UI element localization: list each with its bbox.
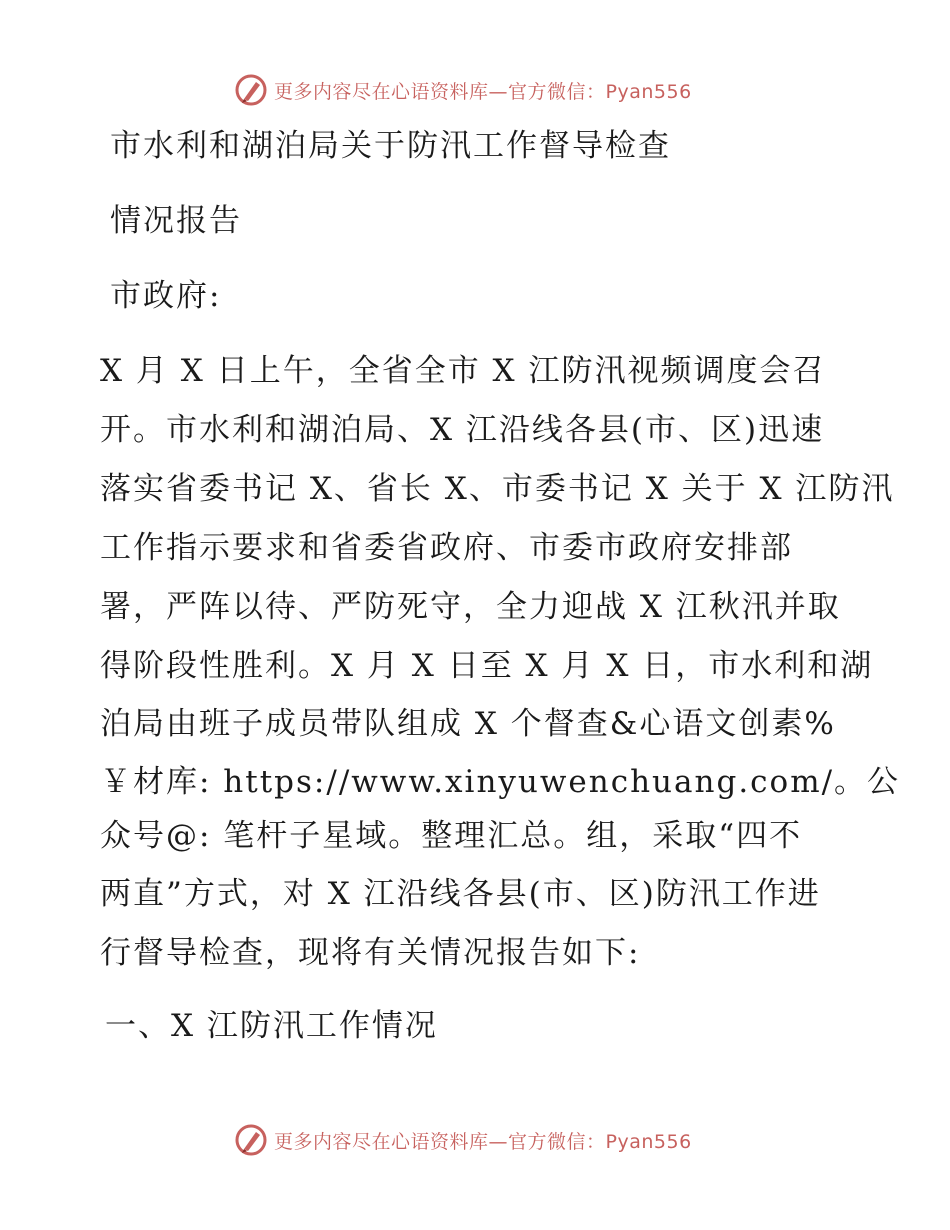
- document-title-line-2: 情况报告: [110, 203, 242, 239]
- watermark-text: 更多内容尽在心语资料库—官方微信：Pyan556: [274, 1130, 692, 1153]
- watermark-text: 更多内容尽在心语资料库—官方微信：Pyan556: [274, 80, 692, 103]
- paragraph-line: 工作指示要求和省委省政府、市委市政府安排部: [100, 530, 793, 566]
- paragraph-line: X 月 X 日上午，全省全市 X 江防汛视频调度会召: [100, 353, 826, 389]
- paragraph-line: 落实省委书记 X、省长 X、市委书记 X 关于 X 江防汛: [100, 471, 895, 507]
- paragraph-line: 署，严阵以待、严防死守，全力迎战 X 江秋汛并取: [100, 589, 841, 625]
- salutation: 市政府:: [110, 278, 222, 314]
- footer-watermark: [234, 1123, 692, 1157]
- paragraph-line: 众号@: 笔杆子星域。整理汇总。组，采取“四不: [100, 818, 803, 854]
- paragraph-line: 两直”方式，对 X 江沿线各县(市、区)防汛工作进: [100, 876, 821, 912]
- paragraph-line: 开。市水利和湖泊局、X 江沿线各县(市、区)迅速: [100, 412, 825, 448]
- section-heading: 一、X 江防汛工作情况: [105, 1008, 438, 1044]
- paragraph-line: ￥材库: https://www.xinyuwenchuang.com/。公: [100, 764, 901, 800]
- pen-logo-icon: [234, 73, 268, 107]
- paragraph-line: 泊局由班子成员带队组成 X 个督查&心语文创素%: [100, 706, 836, 742]
- pen-logo-icon: [234, 1123, 268, 1157]
- paragraph-line: 行督导检查，现将有关情况报告如下:: [100, 935, 641, 971]
- paragraph-line: 得阶段性胜利。X 月 X 日至 X 月 X 日，市水利和湖: [100, 648, 874, 684]
- document-title-line-1: 市水利和湖泊局关于防汛工作督导检查: [110, 128, 671, 164]
- header-watermark: [234, 73, 692, 107]
